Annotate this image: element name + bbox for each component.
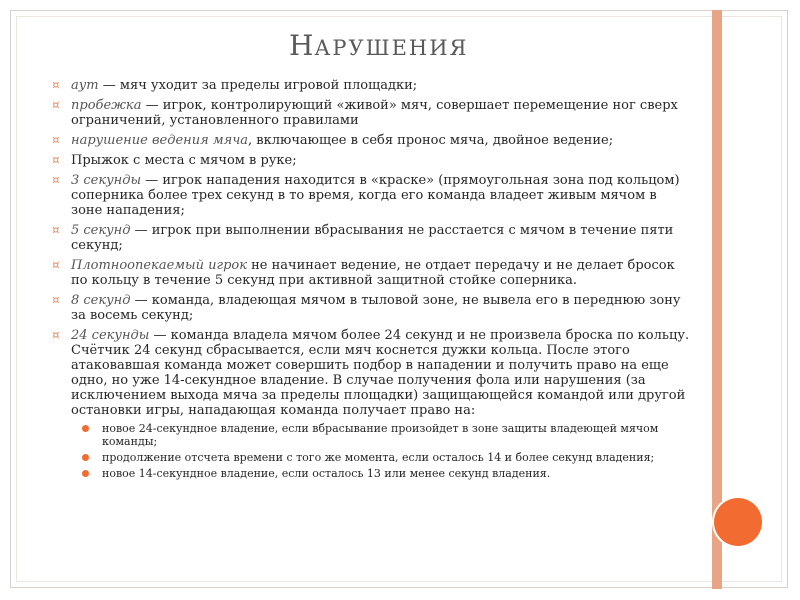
item-text: — игрок, контролирующий «живой» мяч, совершает перемещение ног сверх ограничений, установленного правилами: [71, 98, 678, 128]
item-text: не начинает ведение, не отдает передачу и не делает бросок по кольцу в течение 5 секунд при активной защитной стойке соперника.: [71, 258, 675, 288]
bullet-icon: ¤: [52, 98, 60, 112]
item-term: Плотноопекаемый игрок: [71, 258, 247, 273]
item-text: Прыжок с места с мячом в руке;: [71, 153, 297, 168]
sub-item-text: продолжение отсчета времени с того же момента, если осталось 14 и более секунд владения;: [102, 451, 655, 464]
item-term: 5 секунд: [71, 223, 131, 238]
orange-dot-icon: [82, 470, 89, 477]
list-item: [52, 223, 692, 253]
list-item: [52, 153, 692, 168]
item-term: 24 секунды: [71, 328, 150, 343]
list-item: [52, 293, 692, 323]
title-rest: АРУШЕНИЯ: [314, 36, 469, 60]
orange-dot-icon: [82, 454, 89, 461]
item-text: — команда, владеющая мячом в тыловой зоне, не вывела его в переднюю зону за восемь секунд;: [71, 293, 681, 323]
list-item: [52, 258, 692, 288]
sub-list-item: [52, 422, 692, 448]
bullet-icon: ¤: [52, 293, 60, 307]
decorative-circle: [714, 498, 762, 546]
item-term: аут: [71, 78, 99, 93]
item-term: нарушение ведения мяча: [71, 133, 249, 148]
bullet-icon: ¤: [52, 258, 60, 272]
slide-title: [289, 29, 489, 62]
item-text: — мяч уходит за пределы игровой площадки;: [98, 78, 418, 93]
bullet-icon: ¤: [52, 133, 60, 147]
decorative-side-bar: [712, 10, 722, 589]
item-term: 8 секунд: [71, 293, 131, 308]
item-text: , включающее в себя пронос мяча, двойное ведение;: [248, 133, 614, 148]
list-item: [52, 98, 692, 128]
title-initial: Н: [289, 29, 315, 62]
list-item: [52, 78, 692, 93]
sub-item-text: новое 14-секундное владение, если осталось 13 или менее секунд владения.: [102, 467, 551, 480]
item-term: пробежка: [71, 98, 142, 113]
bullet-icon: ¤: [52, 78, 60, 92]
bullet-icon: ¤: [52, 153, 60, 167]
sub-list-item: [52, 451, 692, 464]
slide-content: [52, 78, 692, 480]
sub-list-item: [52, 467, 692, 480]
list-item: [52, 133, 692, 148]
list-item: [52, 328, 692, 418]
list-item: [52, 173, 692, 218]
bullet-icon: ¤: [52, 173, 60, 187]
sub-item-text: новое 24-секундное владение, если вбрасывание произойдет в зоне защиты владеющей мячом команды;: [102, 422, 659, 448]
item-text: — игрок нападения находится в «краске» (прямоугольная зона под кольцом) соперника более трех секунд в то время, когда его команда владеет живым мячом в зоне нападения;: [71, 173, 680, 218]
item-text: — команда владела мячом более 24 секунд и не произвела броска по кольцу. Счётчик 24 секунд сбрасывается, если мяч коснется дужки кольца. После этого атаковавшая команда может совершить подбор в нападении и получить право на еще одно, но уже 14-секундное владение. В случае получения фола или нарушения (за исключением выхода мяча за пределы площадки) защищающейся командой или другой остановки игры, нападающая команда получает право на:: [71, 328, 690, 418]
orange-dot-icon: [82, 425, 89, 432]
bullet-icon: ¤: [52, 223, 60, 237]
bullet-icon: ¤: [52, 328, 60, 342]
item-term: 3 секунды: [71, 173, 142, 188]
item-text: — игрок при выполнении вбрасывания не расстается с мячом в течение пяти секунд;: [71, 223, 674, 253]
